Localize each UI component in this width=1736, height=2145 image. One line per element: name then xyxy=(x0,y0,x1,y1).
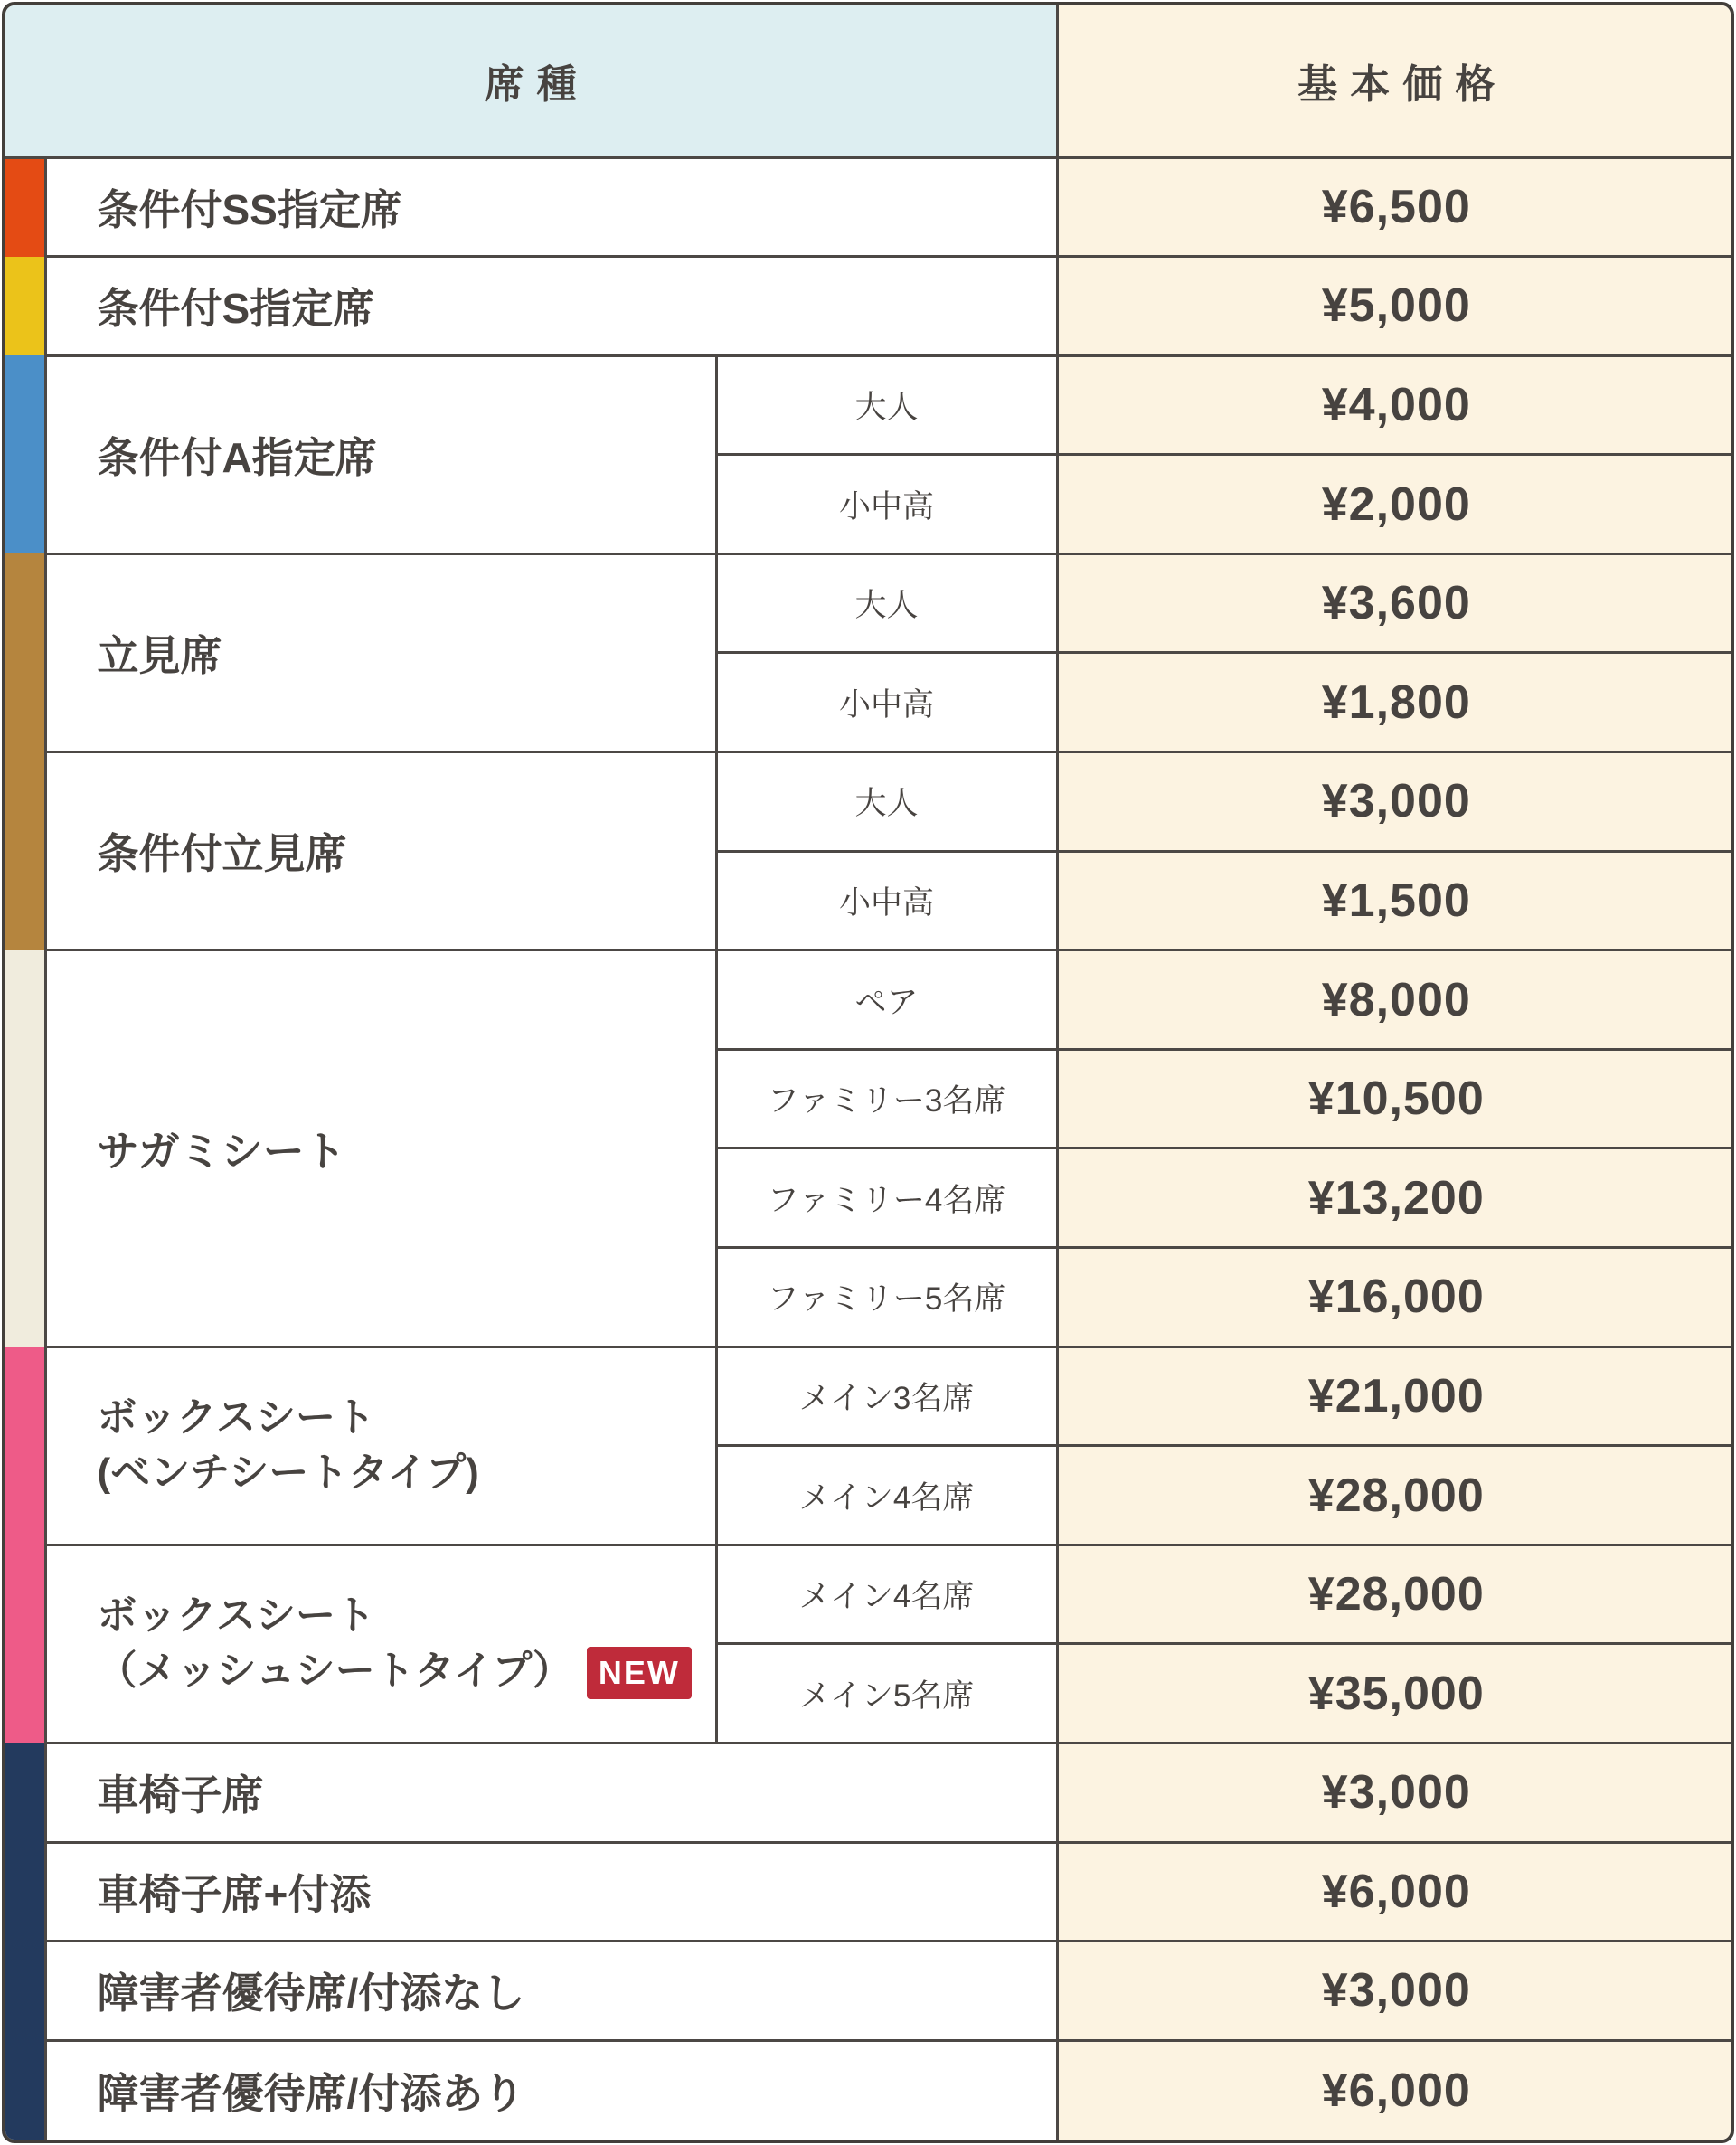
seat-sub-label: 小中高 xyxy=(716,851,1057,950)
seat-sub-label: メイン4名席 xyxy=(716,1545,1057,1644)
table-row xyxy=(5,752,1734,852)
seat-sub-label: メイン4名席 xyxy=(716,1446,1057,1545)
table-row xyxy=(5,1942,1734,2041)
seat-label: 条件付SS指定席 xyxy=(45,157,1057,257)
price-cell: ¥13,200 xyxy=(1057,1148,1734,1248)
price-cell: ¥4,000 xyxy=(1057,355,1734,455)
seat-label-line2: (ベンチシートタイプ) xyxy=(97,1450,479,1495)
seat-label: 障害者優待席/付添あり xyxy=(45,2040,1057,2140)
color-strip-conditional-s xyxy=(5,257,45,356)
seat-label-line1: ボックスシート xyxy=(97,1592,376,1638)
seat-label: 条件付S指定席 xyxy=(45,257,1057,356)
seat-sub-label: 小中高 xyxy=(716,455,1057,554)
price-cell: ¥3,000 xyxy=(1057,752,1734,852)
seat-label: 条件付A指定席 xyxy=(45,355,716,553)
seat-sub-label: 大人 xyxy=(716,553,1057,653)
price-cell: ¥28,000 xyxy=(1057,1545,1734,1644)
seat-sub-label: 大人 xyxy=(716,355,1057,455)
seat-label xyxy=(45,1347,716,1545)
color-strip-sagami xyxy=(5,950,45,1347)
price-cell: ¥16,000 xyxy=(1057,1248,1734,1347)
price-cell: ¥3,600 xyxy=(1057,553,1734,653)
seat-label: 障害者優待席/付添なし xyxy=(45,1942,1057,2041)
table-row xyxy=(5,1347,1734,1446)
price-cell: ¥1,800 xyxy=(1057,653,1734,752)
seat-label: 条件付立見席 xyxy=(45,752,716,950)
color-strip-conditional-a xyxy=(5,355,45,553)
color-strip-accessible xyxy=(5,1743,45,2140)
price-cell: ¥6,000 xyxy=(1057,1842,1734,1942)
price-cell: ¥2,000 xyxy=(1057,455,1734,554)
seat-sub-label: 小中高 xyxy=(716,653,1057,752)
seat-sub-label: メイン3名席 xyxy=(716,1347,1057,1446)
seat-label: 車椅子席+付添 xyxy=(45,1842,1057,1942)
price-cell: ¥3,000 xyxy=(1057,1942,1734,2041)
seat-label xyxy=(45,1545,716,1743)
table-row xyxy=(5,950,1734,1050)
seat-price-table xyxy=(5,5,1734,2140)
header-seat-type: 席種 xyxy=(5,5,1057,157)
seat-sub-label: ファミリー4名席 xyxy=(716,1148,1057,1248)
price-cell: ¥28,000 xyxy=(1057,1446,1734,1545)
seat-sub-label: 大人 xyxy=(716,752,1057,852)
table-row xyxy=(5,1842,1734,1942)
seat-label-line1: ボックスシート xyxy=(97,1395,376,1440)
price-cell: ¥6,000 xyxy=(1057,2040,1734,2140)
table-row xyxy=(5,2040,1734,2140)
seat-label-line2: （メッシュシートタイプ） NEW xyxy=(98,1644,715,1699)
price-cell: ¥1,500 xyxy=(1057,851,1734,950)
seat-sub-label: メイン5名席 xyxy=(716,1644,1057,1743)
color-strip-conditional-ss xyxy=(5,157,45,257)
header-row xyxy=(5,5,1734,157)
new-badge: NEW xyxy=(587,1647,692,1699)
table-row xyxy=(5,157,1734,257)
price-cell: ¥35,000 xyxy=(1057,1644,1734,1743)
seat-label: サガミシート xyxy=(45,950,716,1347)
seat-sub-label: ファミリー5名席 xyxy=(716,1248,1057,1347)
table-row xyxy=(5,1545,1734,1644)
seat-label: 立見席 xyxy=(45,553,716,751)
price-cell: ¥10,500 xyxy=(1057,1049,1734,1148)
seat-sub-label: ファミリー3名席 xyxy=(716,1049,1057,1148)
header-base-price: 基本価格 xyxy=(1057,5,1734,157)
seat-price-table-frame xyxy=(2,2,1734,2143)
price-cell: ¥6,500 xyxy=(1057,157,1734,257)
table-row xyxy=(5,257,1734,356)
color-strip-box xyxy=(5,1347,45,1743)
table-row xyxy=(5,1743,1734,1843)
seat-sub-label: ペア xyxy=(716,950,1057,1050)
price-cell: ¥21,000 xyxy=(1057,1347,1734,1446)
seat-label: 車椅子席 xyxy=(45,1743,1057,1843)
color-strip-standing xyxy=(5,553,45,950)
table-row xyxy=(5,355,1734,455)
price-cell: ¥8,000 xyxy=(1057,950,1734,1050)
price-cell: ¥3,000 xyxy=(1057,1743,1734,1843)
price-cell: ¥5,000 xyxy=(1057,257,1734,356)
table-row xyxy=(5,553,1734,653)
